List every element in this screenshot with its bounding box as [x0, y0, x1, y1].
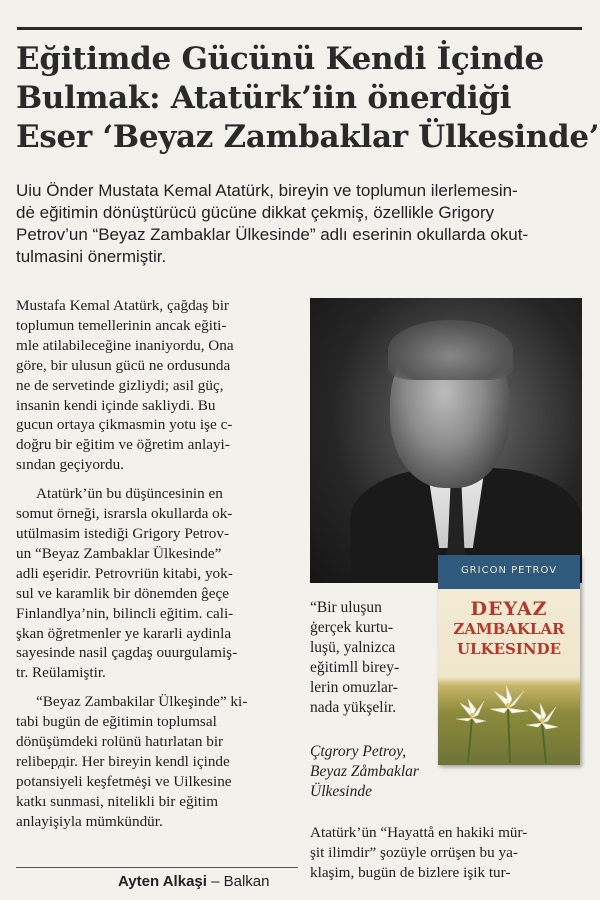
- left-column: [16, 296, 298, 832]
- pull-quote-line: “Bir uluşun: [310, 599, 382, 616]
- book-title-line: ULKESINDE: [456, 640, 562, 658]
- body-line: klaşim, bugün de bizlere işik tur-: [310, 864, 511, 881]
- body-line: insanin kendi içinde sakliydi. Bu: [16, 396, 216, 414]
- book-cover: [438, 555, 580, 765]
- attribution-line: Beyaz Zåmbaklar: [310, 763, 419, 780]
- body-line: doğru bir eğitim ve öğretim anlayi-: [16, 436, 230, 454]
- body-line: ne de servetinde gizliydi; asil güç,: [16, 376, 224, 394]
- pull-quote-line: nada yükşelir.: [310, 699, 397, 716]
- body-line: sından geçiyordu.: [16, 456, 124, 474]
- body-line: Atatürk’ün bu düşüncesinin en: [36, 485, 223, 503]
- body-line: şit ilimdir” şozüyle orrüşen bu ya-: [310, 844, 518, 861]
- body-line: Mustafa Kemal Atatürk, çağdaş bir: [16, 297, 229, 314]
- book-author: GRICON PETROV: [460, 565, 558, 576]
- body-line: “Beyaz Zambakilar Ülkeşinde” ki-: [36, 693, 248, 711]
- pull-quote-line: eğitimll birey-: [310, 659, 400, 676]
- pull-quote-line: luşü, yalnizca: [310, 639, 396, 656]
- lede-line: Petrov’un “Beyaz Zambaklar Ülkesinde” adlı eserinin okullarda okut-: [16, 225, 529, 244]
- body-line: şkan öğretmenler ye kararli aydinla: [16, 624, 232, 642]
- headline: [16, 40, 600, 157]
- attribution-line: Ülkesinde: [310, 783, 372, 800]
- book-title-line: ZAMBAKLAR: [453, 620, 565, 638]
- pull-quote-line: lerin omuzlar-: [310, 679, 398, 696]
- headline-line: Eğitimde Gücünü Kendi İçinde: [16, 41, 544, 77]
- body-line: tabi bugün de eğitimin toplumsal: [16, 713, 217, 731]
- portrait-hair: [388, 320, 513, 380]
- body-line: tr. Reülamiştir.: [16, 664, 106, 682]
- body-line: dönüşümdeki rolünü hatırlatan bir: [16, 733, 224, 751]
- pull-quote-line: ġerçek kurtu-: [310, 619, 394, 636]
- right-column-tail: [310, 823, 585, 883]
- body-line: un “Beyaz Zambaklar Ülkesinde”: [16, 544, 222, 562]
- lede: [16, 180, 584, 268]
- body-line: mle atilabileceğine inaniyordu, Ona: [16, 336, 234, 354]
- body-line: gucun ortaya çikmasmin yotu işe c-: [16, 416, 233, 434]
- body-line: toplumun temellerinin ancak eğiti-: [16, 316, 227, 334]
- body-line: somut örneği, israrsla okullarda ok-: [16, 505, 233, 523]
- pull-quote: [310, 598, 445, 718]
- byline-publication: Balkan: [223, 873, 270, 890]
- body-line: sayesinde nasil çagdaş ouurgulamiş-: [16, 644, 238, 662]
- lede-line: tulmasini önermiştir.: [16, 247, 167, 266]
- portrait-photo: [310, 298, 582, 583]
- body-line: relibердir. Her bireyin kendl içinde: [16, 752, 230, 770]
- byline-author: Ayten Alkaşi: [118, 873, 207, 890]
- byline-rule: [16, 867, 298, 868]
- body-line: utülmasim istediği Grigory Petrov-: [16, 524, 230, 542]
- lede-line: dė eğitimin dönüştürücü gücüne dikkat çekmiş, özellikle Grigory: [16, 203, 495, 222]
- top-rule: [17, 27, 582, 30]
- byline-separator: –: [206, 873, 224, 890]
- byline: [118, 873, 270, 890]
- body-line: katkı sunmasi, nitelikli bir eğitim: [16, 792, 219, 810]
- book-title-line: DEYAZ: [470, 598, 548, 620]
- attribution-line: Çtgrory Petroy,: [310, 743, 407, 760]
- body-line: göre, bir ulusun gücü ne ordusunda: [16, 356, 231, 374]
- headline-line: Bulmak: Atatürk’iin önerdiği: [16, 80, 512, 116]
- body-line: Finlandlya’nin, bilincli eğitim. cali-: [16, 604, 234, 622]
- body-line: sul ve karamlik bir dönemden ĝeçe: [16, 584, 229, 602]
- body-line: anlayişiyla mümkündür.: [16, 812, 163, 830]
- body-line: Atatürk’ün “Hayattå en hakiki mür-: [310, 824, 528, 841]
- lily-flowers-icon: [438, 673, 580, 765]
- book-title: [438, 599, 580, 659]
- body-line: potansiyeli keşfetmėşi ve Uilkesine: [16, 772, 232, 790]
- body-line: adli eşeridir. Petrovriün kitabi, yok-: [16, 564, 233, 582]
- headline-line: Eser ‘Beyaz Zambaklar Ülkesinde’: [16, 119, 600, 155]
- lede-line: Uiu Önder Mustata Kemal Atatürk, bireyin ve toplumun ilerlemesin-: [16, 181, 518, 200]
